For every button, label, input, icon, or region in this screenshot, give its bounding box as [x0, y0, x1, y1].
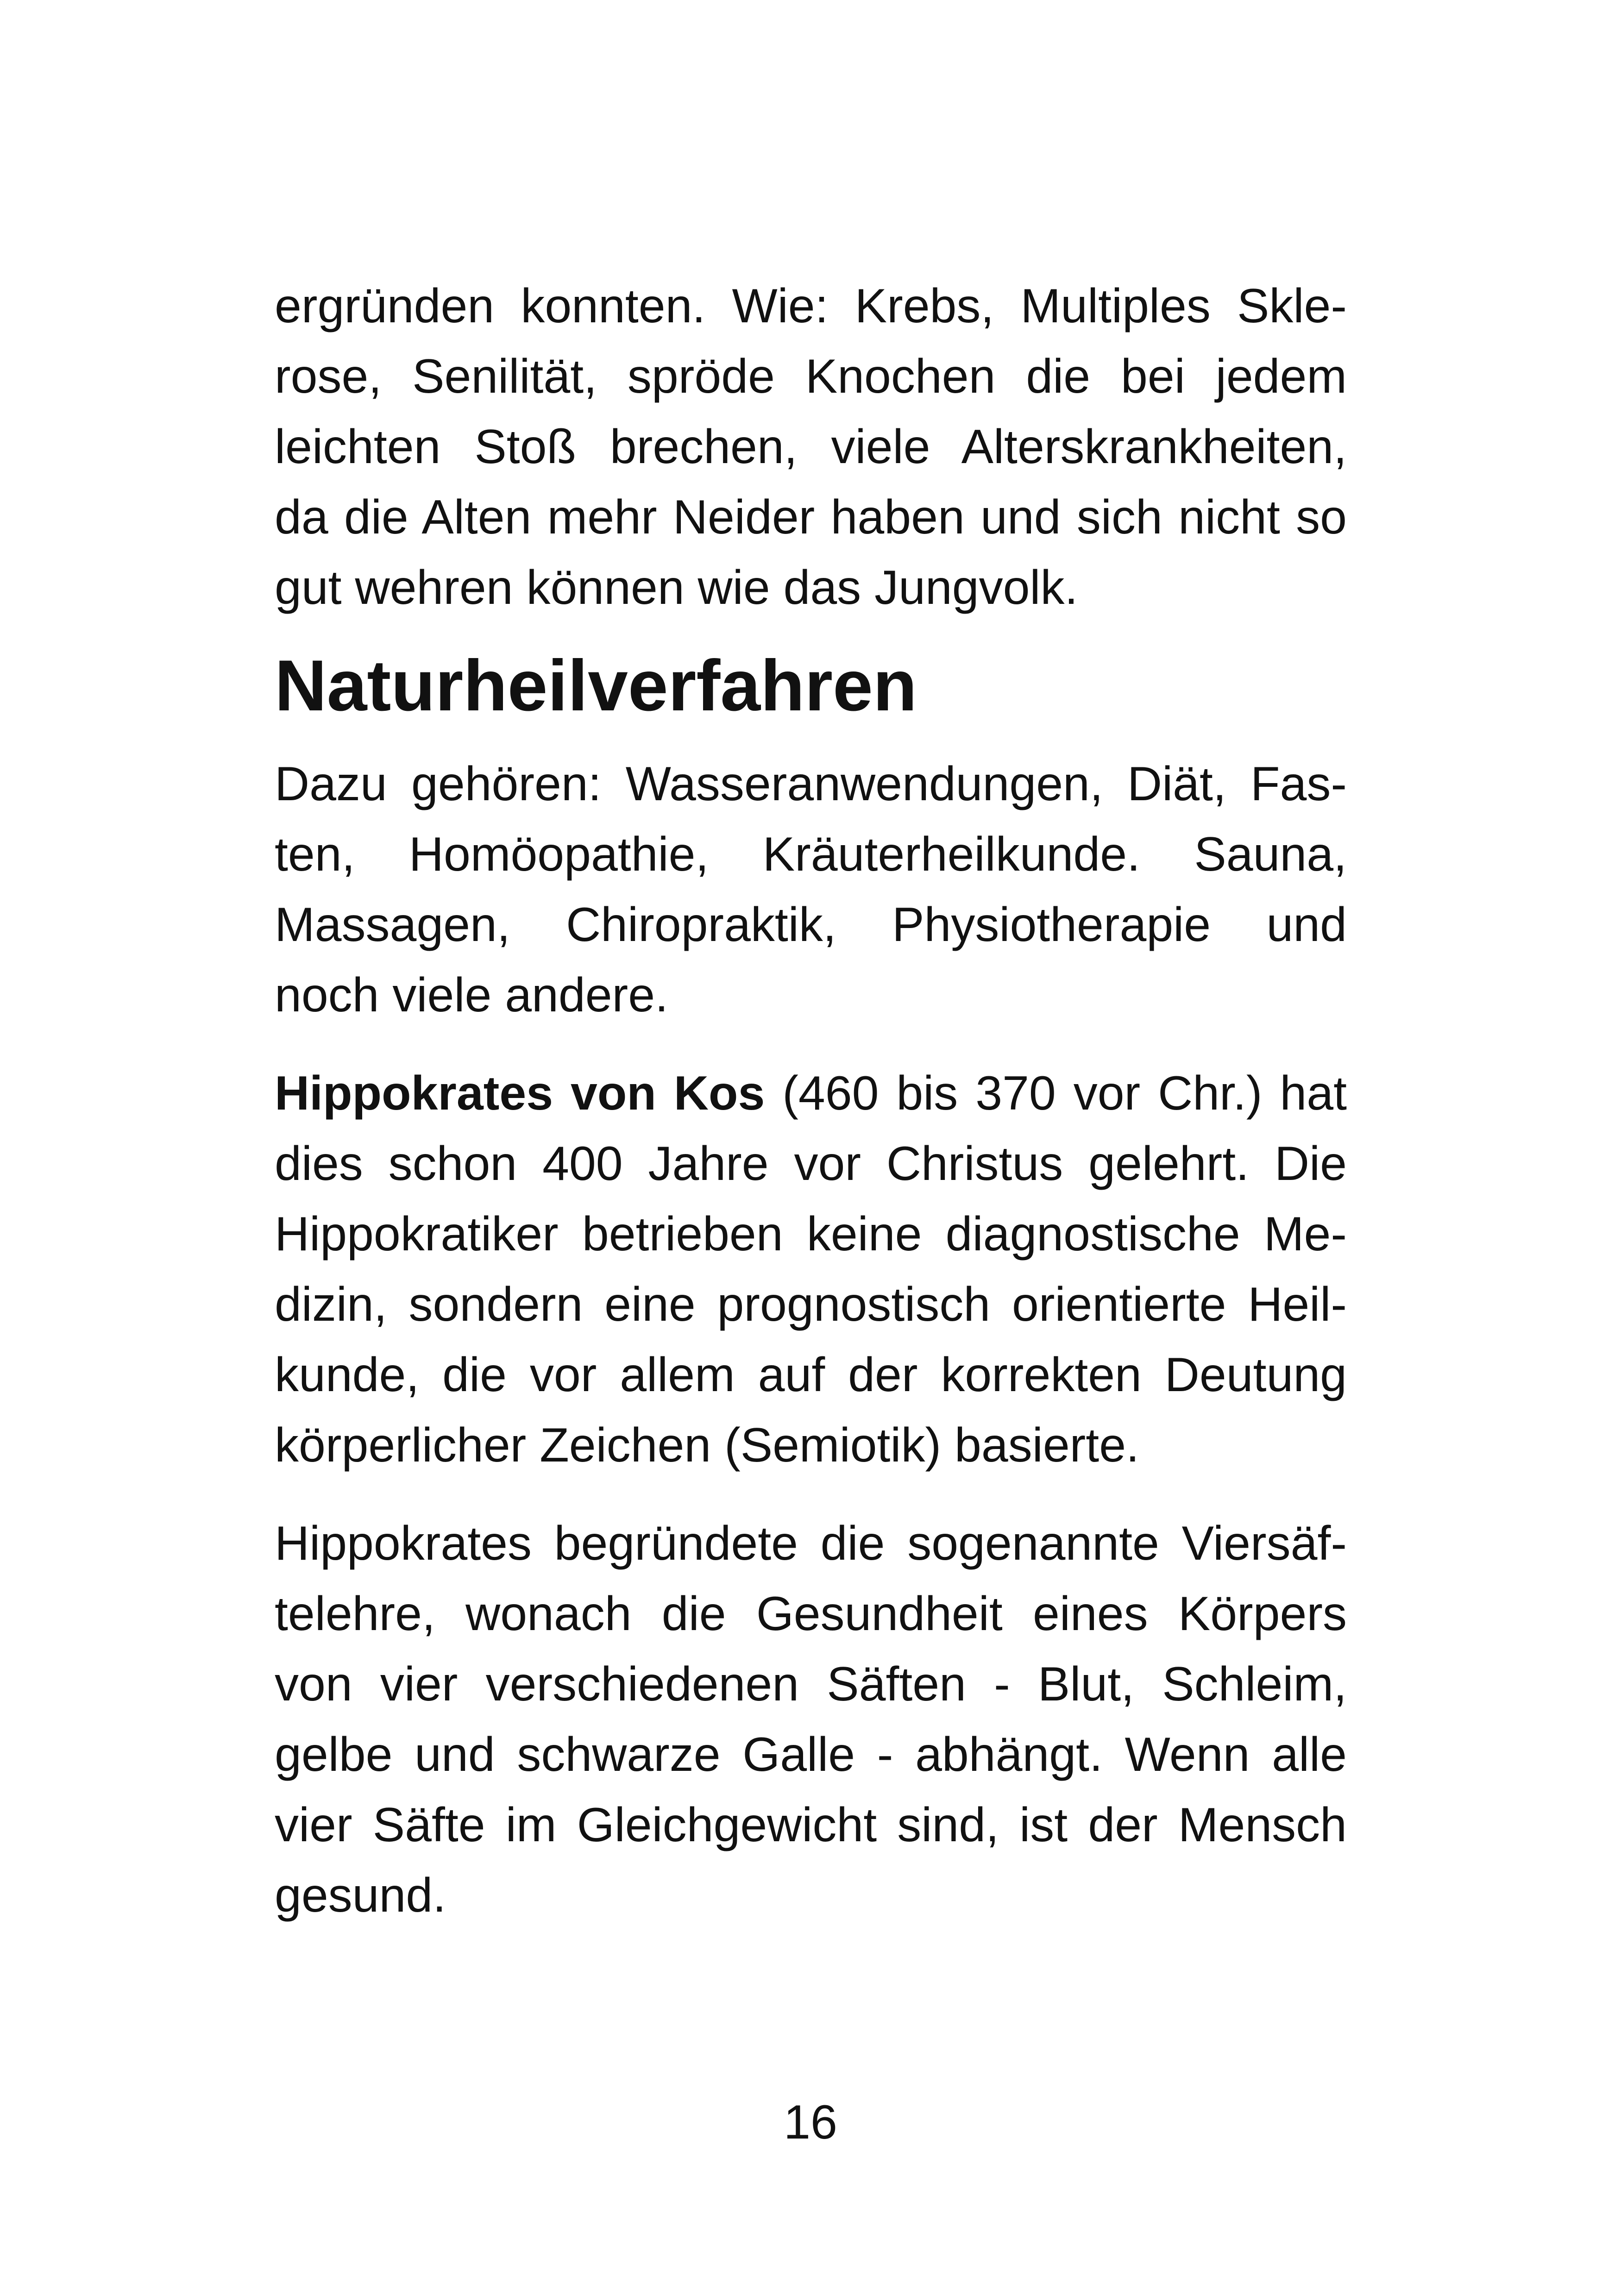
text-line: noch viele andere. — [275, 968, 668, 1022]
section-heading: Naturheilverfahren — [275, 646, 917, 726]
text-line: gesund. — [275, 1869, 446, 1922]
text-line: von vier verschiedenen Säften - Blut, Schleim, — [275, 1657, 1347, 1711]
text-line: dies schon 400 Jahre vor Christus gelehrt. Die — [275, 1137, 1347, 1191]
text-line: da die Alten mehr Neider haben und sich nicht so — [275, 490, 1347, 544]
text-line: vier Säfte im Gleichgewicht sind, ist der Mensch — [275, 1798, 1347, 1852]
text-line: gut wehren können wie das Jungvolk. — [275, 561, 1078, 615]
text-line: Hippokrates begründete die sogenannte Viersäf- — [275, 1517, 1347, 1570]
lead-rest: (460 bis 370 vor Chr.) hat — [765, 1066, 1347, 1120]
text-line: ergründen konnten. Wie: Krebs, Multiples Skle- — [275, 279, 1347, 333]
page-number: 16 — [784, 2095, 837, 2149]
text-line: telehre, wonach die Gesundheit eines Körpers — [275, 1587, 1347, 1641]
text-line: Dazu gehören: Wasseranwendungen, Diät, Fas- — [275, 757, 1347, 811]
paragraph-humors — [275, 1508, 1347, 1931]
text-line: leichten Stoß brechen, viele Alterskrankheiten, — [275, 420, 1347, 474]
text-line: Massagen, Chiropraktik, Physiotherapie und — [275, 898, 1347, 952]
page-body-text — [275, 271, 1347, 1931]
bold-name: Hippokrates von Kos — [275, 1066, 765, 1120]
text-line: Hippokratiker betrieben keine diagnostische Me- — [275, 1207, 1347, 1261]
text-line-lead — [275, 1058, 1347, 1129]
paragraph-hippocrates — [275, 1058, 1347, 1480]
text-line: ten, Homöopathie, Kräuterheilkunde. Sauna, — [275, 828, 1347, 881]
paragraph-diseases — [275, 271, 1347, 623]
text-line: rose, Senilität, spröde Knochen die bei jedem — [275, 350, 1347, 403]
text-line: körperlicher Zeichen (Semiotik) basierte. — [275, 1418, 1139, 1472]
text-line: kunde, die vor allem auf der korrekten Deutung — [275, 1348, 1347, 1402]
text-line: gelbe und schwarze Galle - abhängt. Wenn alle — [275, 1728, 1347, 1782]
paragraph-natural-healing — [275, 749, 1347, 1030]
text-line: dizin, sondern eine prognostisch orientierte Heil- — [275, 1278, 1347, 1331]
